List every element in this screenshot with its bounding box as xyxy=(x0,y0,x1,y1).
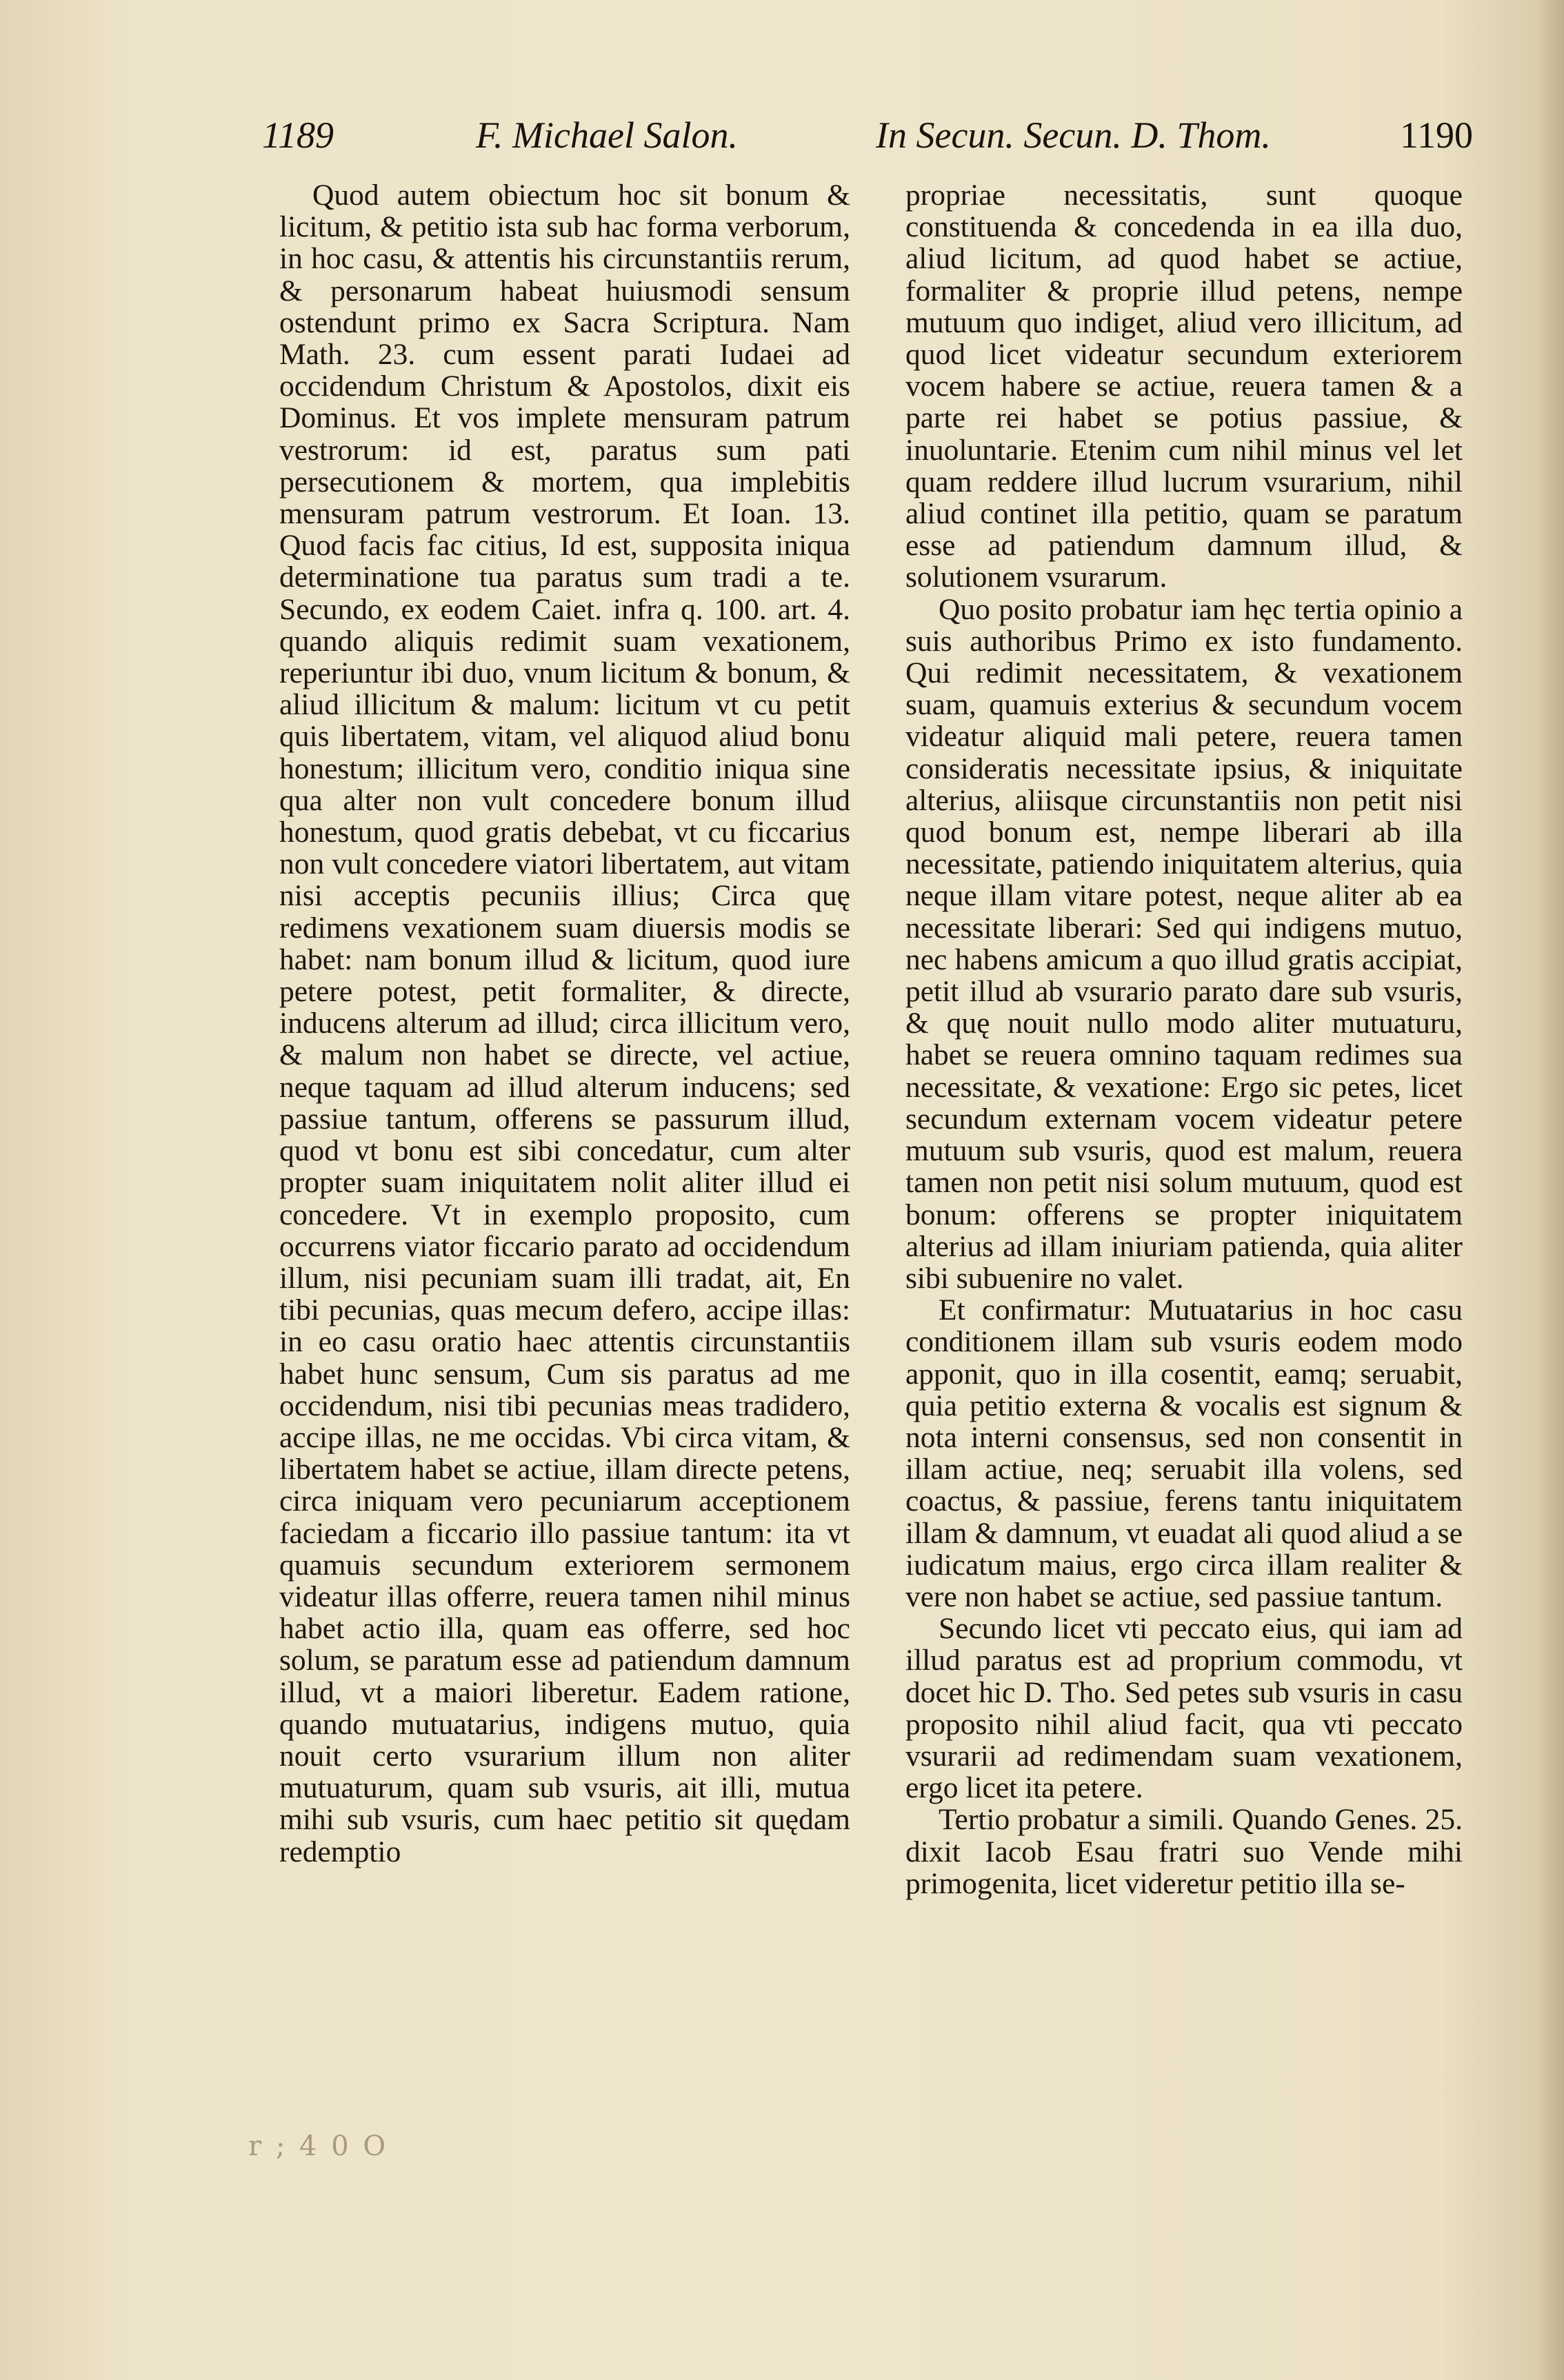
page-edge-shadow xyxy=(1536,0,1564,2380)
paragraph: Secundo licet vti peccato eius, qui iam ad illud paratus est ad proprium commodu, vt docet hic D. Tho. Sed petes sub vsuris in casu proposito nihil aliud facit, qua vti peccato vsurarii ad redimendam suam vexationem, ergo licet ita petere. xyxy=(905,1612,1463,1805)
running-title-right: In Secun. Secun. D. Thom. xyxy=(876,114,1271,156)
running-header xyxy=(262,114,1473,169)
right-text-column xyxy=(905,179,1463,1899)
page-number-left: 1189 xyxy=(262,114,334,156)
left-text-column xyxy=(279,179,850,1868)
paragraph: Et confirmatur: Mutuatarius in hoc casu conditionem illam sub vsuris eodem modo apponit, quo in illa cosentit, eamq; seruabit, quia petitio externa & vocalis est signum & nota interni consensus, sed non consentit in illam actiue, neq; seruabit illa volens, sed coactus, & passiue, ferens tantu iniquitatem illam & damnum, vt euadat ali quod aliud a se iudicatum maius, ergo circa illam realiter & vere non habet se actiue, sed passiue tantum. xyxy=(905,1293,1463,1613)
paragraph: Quo posito probatur iam hęc tertia opinio a suis authoribus Primo ex isto fundamento. Qui redimit necessitatem, & vexationem suam, quamuis exterius & secundum vocem videatur aliquid mali petere, reuera tamen consideratis necessitate ipsius, & iniquitate alterius, aliisque circunstantiis non petit nisi quod bonum est, nempe liberari ab illa necessitate, patiendo iniquitatem alterius, quia neque illam vitare potest, neque aliter ab ea necessitate liberari: Sed qui indigens mutuo, nec habens amicum a quo illud gratis accipiat, petit illud ab vsurario parato dare sub vsuris, & quę nouit nullo modo aliter mutuaturu, habet se reuera omnino taquam redimes sua necessitate, & vexatione: Ergo sic petes, licet secundum externam vocem videatur petere mutuum sub vsuris, quod est malum, reuera tamen non petit nisi solum mutuum, quod est bonum: offerens se propter iniquitatem alterius ad illam iniuriam patienda, quia aliter sibi subuenire no valet. xyxy=(905,592,1463,1295)
paragraph: Quod autem obiectum hoc sit bonum & licitum, & petitio ista sub hac forma verborum, in hoc casu, & attentis his circunstantiis rerum, & personarum habeat huiusmodi sensum ostendunt primo ex Sacra Scriptura. Nam Math. 23. cum essent parati Iudaei ad occidendum Christum & Apostolos, dixit eis Dominus. Et vos implete mensuram patrum vestrorum: id est, paratus sum pati persecutionem & mortem, qua implebitis mensuram patrum vestrorum. Et Ioan. 13. Quod facis fac citius, Id est, supposita iniqua determinatione tua paratus sum tradi a te. Secundo, ex eodem Caiet. infra q. 100. art. 4. quando aliquis redimit suam vexationem, reperiuntur ibi duo, vnum licitum & bonum, & aliud illicitum & malum: licitum vt cu petit quis libertatem, vitam, vel aliquod aliud bonu honestum; illicitum vero, conditio iniqua sine qua alter non vult concedere bonum illud honestum, quod gratis debebat, vt cu ficcarius non vult concedere viatori libertatem, aut vitam nisi acceptis pecuniis illius; Circa quę redimens vexationem suam diuersis modis se habet: nam bonum illud & licitum, quod iure petere potest, petit formaliter, & directe, inducens alterum ad illud; circa illicitum vero, & malum non habet se directe, vel actiue, neque taquam ad illud alterum inducens; sed passiue tantum, offerens se passurum illud, quod vt bonu est sibi concedatur, cum alter propter suam iniquitatem nolit aliter illud ei concedere. Vt in exemplo proposito, cum occurrens viator ficcario parato ad occidendum illum, nisi pecuniam suam illi tradat, ait, En tibi pecunias, quas mecum defero, accipe illas: in eo casu oratio haec attentis circunstantiis habet hunc sensum, Cum sis paratus ad me occidendum, nisi tibi pecunias meas tradidero, accipe illas, ne me occidas. Vbi circa vitam, & libertatem habet se actiue, illam directe petens, circa iniquam vero pecuniarum acceptionem faciedam a ficcario illo passiue tantum: ita vt quamuis secundum exteriorem sermonem videatur illas offerre, reuera tamen nihil minus habet actio illa, quam eas offerre, sed hoc solum, se paratum esse ad patiendum damnum illud, vt a maiori liberetur. Eadem ratione, quando mutuatarius, indigens mutuo, quia nouit certo vsurarium illum non aliter mutuaturum, quam sub vsuris, ait illi, mutua mihi sub vsuris, cum haec petitio sit quędam redemptio xyxy=(279,179,850,1868)
running-title-left: F. Michael Salon. xyxy=(476,114,738,156)
footer-marks: r ; 4 0 O xyxy=(248,2130,389,2162)
paragraph: Tertio probatur a simili. Quando Genes. 25. dixit Iacob Esau fratri suo Vende mihi primogenita, licet videretur petitio illa se- xyxy=(905,1803,1463,1900)
paragraph: propriae necessitatis, sunt quoque constituenda & concedenda in ea illa duo, aliud licitum, ad quod habet se actiue, formaliter & proprie illud petens, nempe mutuum quo indiget, aliud vero illicitum, ad quod licet videatur secundum exteriorem vocem habere se actiue, reuera tamen & a parte rei habet se potius passiue, & inuoluntarie. Etenim cum nihil minus vel let quam reddere illud lucrum vsurarium, nihil aliud continet illa petitio, quam se paratum esse ad patiendum damnum illud, & solutionem vsurarum. xyxy=(905,179,1463,594)
page-number-right: 1190 xyxy=(1400,114,1473,156)
